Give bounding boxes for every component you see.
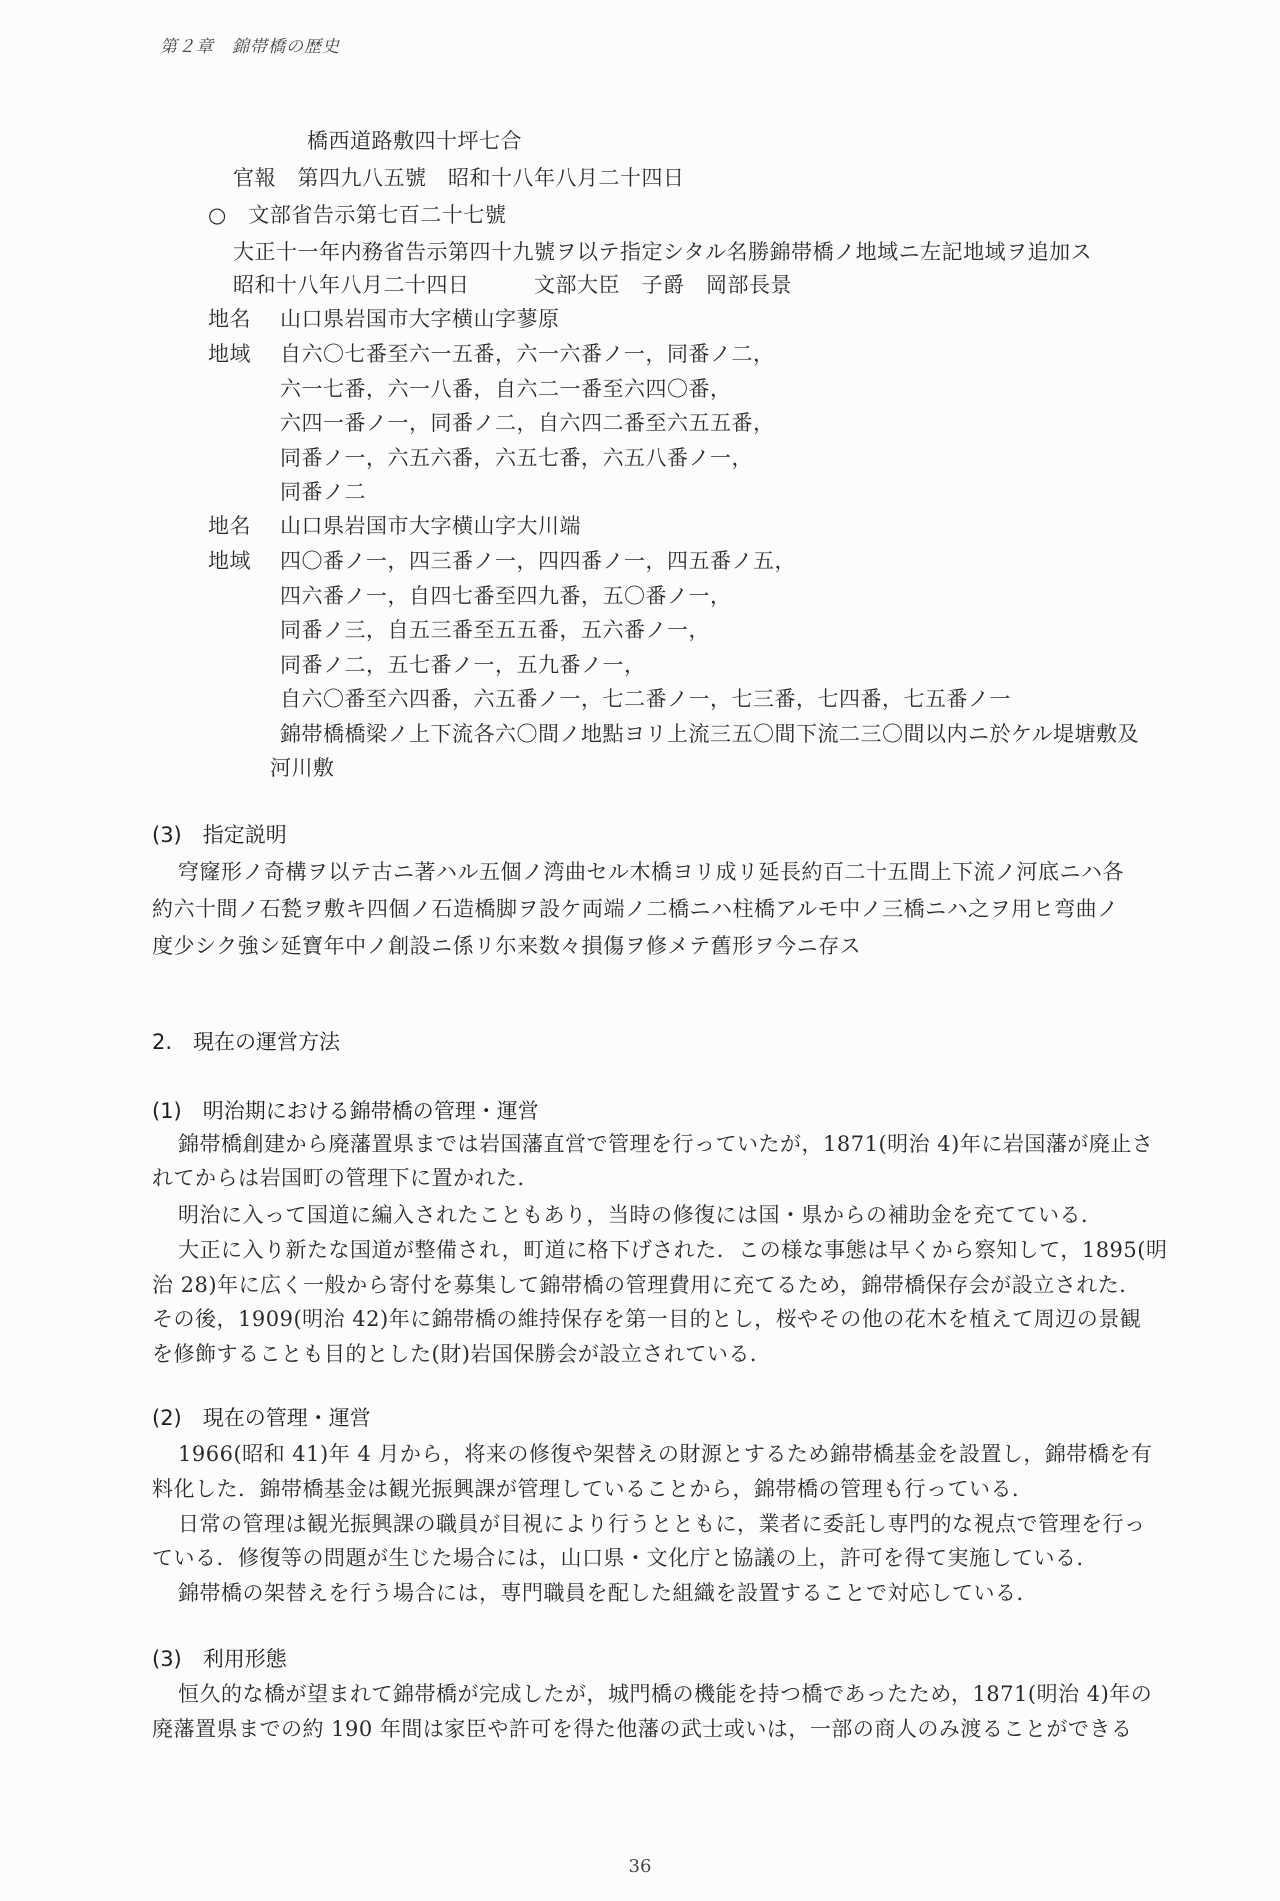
area-line: 自六〇七番至六一五番，六一六番ノ一，同番ノ二， bbox=[280, 342, 775, 366]
paragraph-line: 約六十間ノ石甃ヲ敷キ四個ノ石造橋脚ヲ設ケ両端ノ二橋ニハ柱橋アルモ中ノ三橋ニハ之ヲ用ヒ弯曲ノ bbox=[152, 897, 1119, 921]
paragraph-line: 恒久的な橋が望まれて錦帯橋が完成したが，城門橋の機能を持つ橋であったため，1871(明治 4)年の bbox=[178, 1682, 1153, 1706]
running-header: 第２章 錦帯橋の歴史 bbox=[160, 37, 340, 57]
notice-date-signature: 昭和十八年八月二十四日 文部大臣 子爵 岡部長景 bbox=[233, 273, 792, 297]
paragraph-line: 明治に入って国道に編入されたこともあり，当時の修復には国・県からの補助金を充てている． bbox=[178, 1203, 1103, 1227]
area-line: 六四一番ノ一，同番ノ二，自六四二番至六五五番， bbox=[280, 411, 775, 435]
paragraph-line: を修飾することも目的とした(財)岩国保勝会が設立されている． bbox=[152, 1342, 772, 1366]
paragraph-line: その後，1909(明治 42)年に錦帯橋の維持保存を第一目的とし，桜やその他の花木を植えて周辺の景観 bbox=[152, 1307, 1142, 1331]
area-label: 地域 bbox=[208, 549, 251, 573]
area-line: 自六〇番至六四番，六五番ノ一，七二番ノ一，七三番，七四番，七五番ノ一 bbox=[280, 687, 1011, 711]
place-value: 山口県岩国市大字横山字大川端 bbox=[280, 514, 581, 538]
chapter-section-heading: 2. 現在の運営方法 bbox=[152, 1030, 341, 1054]
section-heading: (1) 明治期における錦帯橋の管理・運営 bbox=[152, 1099, 539, 1123]
paragraph-line: 日常の管理は観光振興課の職員が目視により行うとともに，業者に委託し専門的な視点で管理を行っ bbox=[178, 1512, 1146, 1536]
place-label: 地名 bbox=[208, 514, 251, 538]
paragraph-line: 大正に入り新たな国道が整備され，町道に格下げされた．この様な事態は早くから察知して，1895(明 bbox=[178, 1238, 1168, 1262]
area-label: 地域 bbox=[208, 342, 251, 366]
section-heading: (3) 利用形態 bbox=[152, 1647, 287, 1671]
paragraph-line: 錦帯橋創建から廃藩置県までは岩国藩直営で管理を行っていたが，1871(明治 4)年に岩国藩が廃止さ bbox=[178, 1132, 1154, 1156]
page-number: 36 bbox=[628, 1856, 652, 1877]
area-line: 四〇番ノ一，四三番ノ一，四四番ノ一，四五番ノ五， bbox=[280, 549, 796, 573]
area-line: 四六番ノ一，自四七番至四九番，五〇番ノ一， bbox=[280, 584, 732, 608]
place-label: 地名 bbox=[208, 307, 251, 331]
area-line: 同番ノ二，五七番ノ一，五九番ノ一， bbox=[280, 653, 646, 677]
paragraph-line: 度少シク強シ延寶年中ノ創設ニ係リ尓来数々損傷ヲ修メテ舊形ヲ今ニ存ス bbox=[152, 934, 862, 958]
area-line: 河川敷 bbox=[270, 756, 335, 780]
gazette-line: 官報 第四九八五號 昭和十八年八月二十四日 bbox=[233, 166, 685, 190]
paragraph-line: 穹窿形ノ奇構ヲ以テ古ニ著ハル五個ノ湾曲セル木橋ヨリ成リ延長約百二十五間上下流ノ河底ニハ各 bbox=[178, 860, 1124, 884]
area-line: 同番ノ一，六五六番，六五七番，六五八番ノ一， bbox=[280, 446, 753, 470]
paragraph-line: れてからは岩国町の管理下に置かれた． bbox=[152, 1166, 539, 1190]
paragraph-line: 治 28)年に広く一般から寄付を募集して錦帯橋の管理費用に充てるため，錦帯橋保存会が設立された． bbox=[152, 1273, 1141, 1297]
area-line: 六一七番，六一八番，自六二一番至六四〇番， bbox=[280, 377, 732, 401]
notice-title: ○ 文部省告示第七百二十七號 bbox=[208, 203, 507, 227]
area-total-line: 橋西道路敷四十坪七合 bbox=[307, 129, 522, 153]
section-heading: (3) 指定説明 bbox=[152, 823, 287, 847]
paragraph-line: 錦帯橋の架替えを行う場合には，専門職員を配した組織を設置することで対応している． bbox=[178, 1581, 1038, 1605]
paragraph-line: 廃藩置県までの約 190 年間は家臣や許可を得た他藩の武士或いは，一部の商人のみ渡ることができる bbox=[152, 1717, 1133, 1741]
paragraph-line: ている．修復等の問題が生じた場合には，山口県・文化庁と協議の上，許可を得て実施している． bbox=[152, 1546, 1098, 1570]
paragraph-line: 1966(昭和 41)年 4 月から，将来の修復や架替えの財源とするため錦帯橋基金を設置し，錦帯橋を有 bbox=[178, 1442, 1153, 1466]
area-line: 同番ノ三，自五三番至五五番，五六番ノ一， bbox=[280, 618, 710, 642]
section-heading: (2) 現在の管理・運営 bbox=[152, 1406, 371, 1430]
place-value: 山口県岩国市大字横山字蓼原 bbox=[280, 307, 560, 331]
notice-body: 大正十一年内務省告示第四十九號ヲ以テ指定シタル名勝錦帯橋ノ地域ニ左記地域ヲ追加ス bbox=[233, 240, 1093, 264]
area-line: 同番ノ二 bbox=[280, 480, 366, 504]
paragraph-line: 料化した．錦帯橋基金は観光振興課が管理していることから，錦帯橋の管理も行っている． bbox=[152, 1477, 1034, 1501]
area-line: 錦帯橋橋梁ノ上下流各六〇間ノ地點ヨリ上流三五〇間下流二三〇間以内ニ於ケル堤塘敷及 bbox=[280, 722, 1139, 746]
